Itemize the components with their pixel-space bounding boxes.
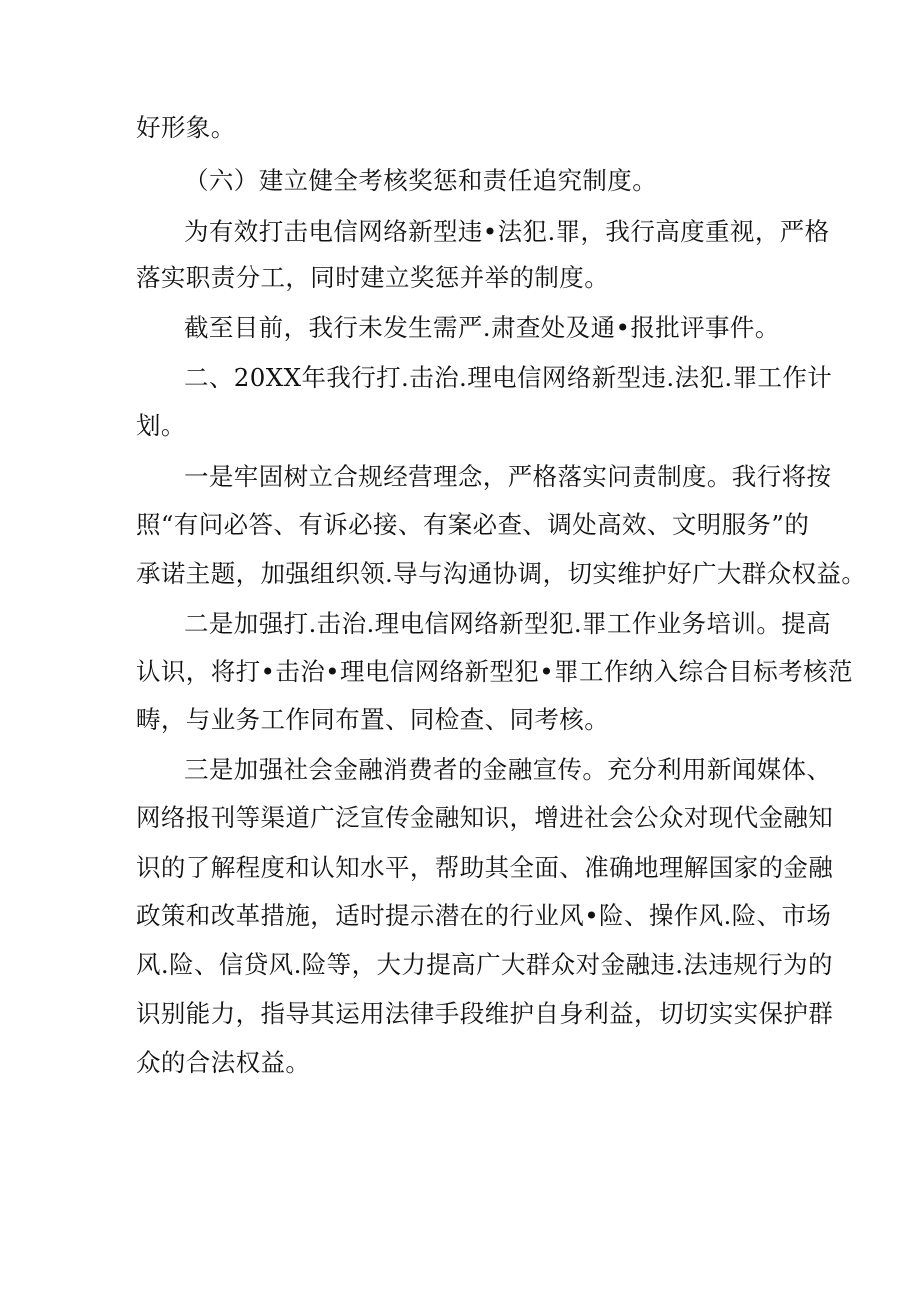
text-line: 众的合法权益。 — [136, 1048, 311, 1077]
text-line: 认识，将打•击治•理电信网络新型犯•罪工作纳入综合目标考核范 — [136, 657, 853, 686]
text-line: 畴，与业务工作同布置、同检查、同考核。 — [136, 705, 610, 734]
text-line: 识别能力，指导其运用法律手段维护自身利益，切切实实保护群 — [136, 999, 834, 1028]
text-line: 为有效打击电信网络新型违•法犯.罪，我行高度重视，严格 — [184, 217, 830, 246]
text-line: 一是牢固树立合规经营理念，严格落实问责制度。我行将按 — [184, 462, 832, 491]
text-line: 落实职责分工，同时建立奖惩并举的制度。 — [136, 263, 610, 292]
text-line: 识的了解程度和认知水平，帮助其全面、准确地理解国家的金融 — [136, 853, 834, 882]
text-line: 照“有问必答、有诉必接、有案必查、调处高效、文明服务”的 — [136, 510, 810, 539]
section-heading: （六）建立健全考核奖惩和责任追究制度。 — [184, 166, 658, 195]
text-line: 风.险、信贷风.险等，大力提高广大群众对金融违.法违规行为的 — [136, 950, 833, 979]
text-line: 承诺主题，加强组织领.导与沟通协调，切实维护好广大群众权益。 — [136, 559, 867, 588]
text-line: 三是加强社会金融消费者的金融宣传。充分利用新闻媒体、 — [184, 755, 832, 784]
text-line: 截至目前，我行未发生需严.肃查处及通•报批评事件。 — [184, 313, 780, 342]
text-line: 划。 — [136, 411, 186, 440]
section-heading: 二、20XX年我行打.击治.理电信网络新型违.法犯.罪工作计 — [184, 363, 833, 392]
text-line: 好形象。 — [136, 113, 236, 142]
text-line: 二是加强打.击治.理电信网络新型犯.罪工作业务培训。提高 — [184, 609, 832, 638]
text-line: 政策和改革措施，适时提示潜在的行业风•险、操作风.险、市场 — [136, 901, 832, 930]
text-line: 网络报刊等渠道广泛宣传金融知识，增进社会公众对现代金融知 — [136, 803, 834, 832]
